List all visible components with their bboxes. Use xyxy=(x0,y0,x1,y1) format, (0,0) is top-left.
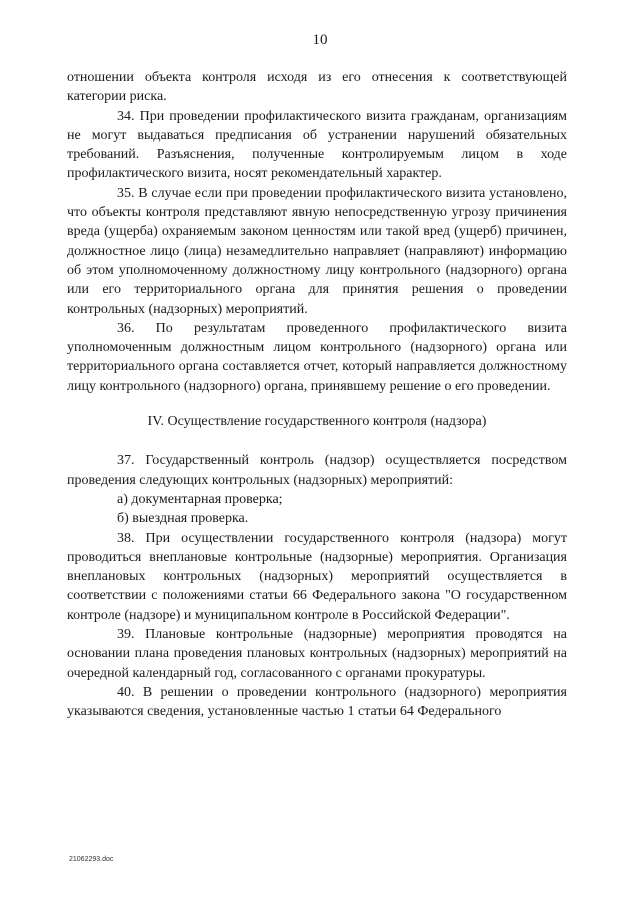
paragraph-35: 35. В случае если при проведении профилактического визита установлено, что объекты контроля представляют явную непосредственную угрозу причинения вреда (ущерба) охраняемым законом ценностям или такой вред (ущерб) причинен, должностное лицо (лица) незамедлительно направляет (направляют) информацию об этом уполномоченному должностному лицу контрольного (надзорного) органа или его территориального органа для принятия решения о проведении контрольных (надзорных) мероприятий. xyxy=(67,185,567,317)
list-item-a: а) документарная проверка; xyxy=(117,491,283,507)
paragraph-40: 40. В решении о проведении контрольного (надзорного) мероприятия указываются сведения, установленные частью 1 статьи 64 Федерального xyxy=(67,684,567,720)
paragraph-38: 38. При осуществлении государственного контроля (надзора) могут проводиться внеплановые контрольные (надзорные) мероприятия. Организация внеплановых контрольных (надзорных) мероприятий осуществляется в соответствии с положениями статьи 66 Федерального закона "О государственном контроле (надзоре) и муниципальном контроле в Российской Федерации". xyxy=(67,530,567,623)
section-heading: IV. Осуществление государственного контроля (надзора) xyxy=(147,414,487,430)
paragraph-34: 34. При проведении профилактического визита гражданам, организациям не могут выдаваться предписания об устранении нарушений обязательных требований. Разъяснения, полученные контролируемым лицом в ходе профилактического визита, носят рекомендательный характер. xyxy=(67,108,567,182)
page-number: 10 xyxy=(312,32,328,48)
paragraph-37: 37. Государственный контроль (надзор) осуществляется посредством проведения следующих контрольных (надзорных) мероприятий: xyxy=(67,453,567,488)
paragraph-36: 36. По результатам проведенного профилактического визита уполномоченным должностным лицом контрольного (надзорного) органа или территориального органа составляется отчет, который направляется должностному лицу контрольного (надзорного) органа, принявшему решение о его проведении. xyxy=(67,320,567,394)
paragraph-39: 39. Плановые контрольные (надзорные) мероприятия проводятся на основании плана проведения плановых контрольных (надзорных) мероприятий на очередной календарный год, согласованного с органами прокуратуры. xyxy=(67,627,567,681)
list-item-b: б) выездная проверка. xyxy=(117,511,249,527)
file-name-footer: 21062293.doc xyxy=(69,856,114,863)
document-body xyxy=(67,68,567,722)
paragraph-continuation: отношении объекта контроля исходя из его отнесения к соответствующей категории риска. xyxy=(67,70,567,105)
